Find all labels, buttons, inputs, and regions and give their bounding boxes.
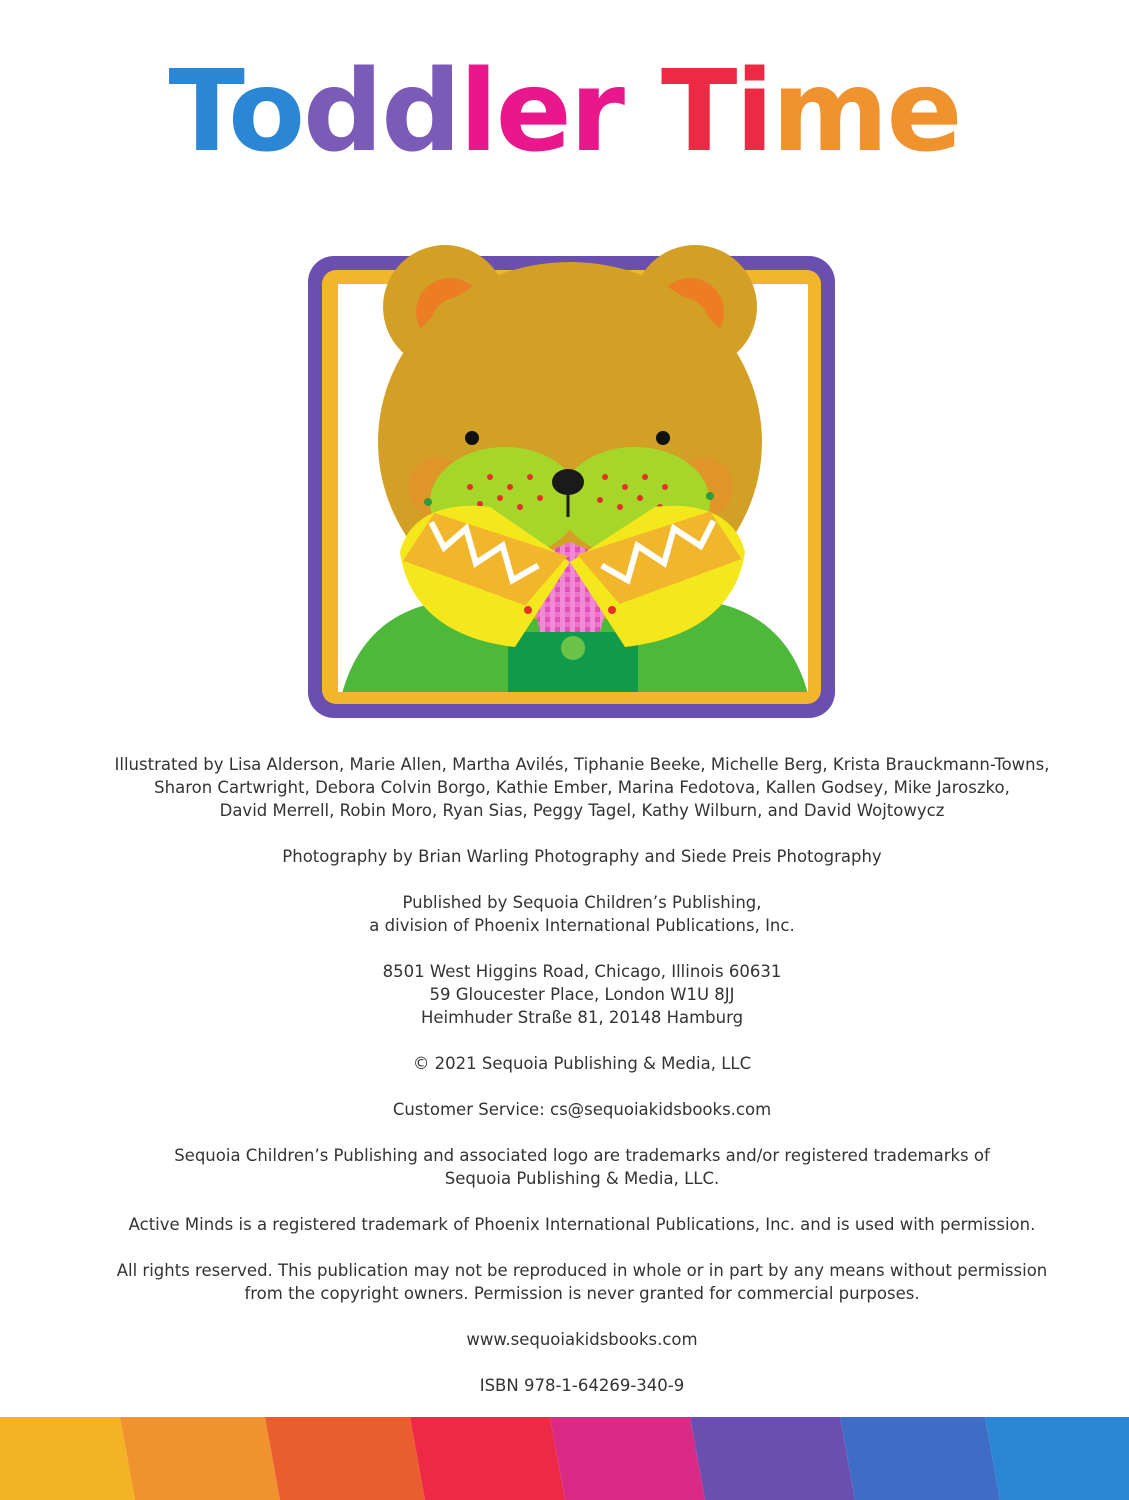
stripe	[985, 1417, 1129, 1500]
title-letter: o	[228, 47, 304, 177]
credit-line: from the copyright owners. Permission is never granted for commercial purposes.	[244, 1284, 920, 1303]
publisher-addresses	[60, 960, 1104, 1029]
credit-line: Illustrated by Lisa Alderson, Marie Allen, Martha Avilés, Tiphanie Beeke, Michelle Berg, Krista Brauckmann-Towns,	[114, 755, 1050, 774]
credit-line: Active Minds is a registered trademark of Phoenix International Publications, Inc. and is used with permission.	[128, 1215, 1036, 1234]
title-letter: i	[735, 47, 772, 177]
stripe	[840, 1417, 1000, 1500]
active-minds-notice	[60, 1213, 1104, 1236]
title-word-time	[660, 47, 961, 177]
credit-line: Customer Service: cs@sequoiakidsbooks.com	[392, 1100, 772, 1119]
stripe	[120, 1417, 280, 1500]
stripe	[550, 1417, 705, 1500]
copyright-page-text	[60, 753, 1104, 1420]
credit-line: All rights reserved. This publication may not be reproduced in whole or in part by any means without permission	[116, 1261, 1048, 1280]
title-letter: T	[660, 47, 736, 177]
title-letter: e	[886, 47, 961, 177]
credit-line: Sequoia Children’s Publishing and associated logo are trademarks and/or registered trademarks of	[174, 1146, 990, 1165]
website	[60, 1328, 1104, 1351]
title-letter: l	[459, 47, 496, 177]
credit-line: Published by Sequoia Children’s Publishing,	[402, 893, 762, 912]
credit-line: Sequoia Publishing & Media, LLC.	[444, 1169, 720, 1188]
rights-notice	[60, 1259, 1104, 1305]
stripe	[690, 1417, 855, 1500]
credit-line: ISBN 978-1-64269-340-9	[479, 1376, 685, 1395]
eye-left	[465, 431, 479, 445]
credit-line: Sharon Cartwright, Debora Colvin Borgo, Kathie Ember, Marina Fedotova, Kallen Godsey, Mike Jaroszko,	[154, 778, 1010, 797]
credit-line: www.sequoiakidsbooks.com	[466, 1330, 698, 1349]
stripe	[0, 1417, 135, 1500]
title-letter: e	[495, 47, 570, 177]
publisher-info	[60, 891, 1104, 937]
title-letter: d	[303, 47, 382, 177]
address-line: 59 Gloucester Place, London W1U 8JJ	[429, 985, 735, 1004]
credit-line: a division of Phoenix International Publications, Inc.	[369, 916, 795, 935]
title-word-toddler	[168, 47, 623, 177]
trademark-notice	[60, 1144, 1104, 1190]
photography-credit	[60, 845, 1104, 868]
bear-illustration	[300, 232, 845, 722]
credit-line: © 2021 Sequoia Publishing & Media, LLC	[412, 1054, 752, 1073]
customer-service	[60, 1098, 1104, 1121]
title-letter: m	[771, 47, 887, 177]
credit-line: Photography by Brian Warling Photography and Siede Preis Photography	[282, 847, 882, 866]
bear-nose	[552, 469, 584, 495]
credit-line: David Merrell, Robin Moro, Ryan Sias, Peggy Tagel, Kathy Wilburn, and David Wojtowycz	[219, 801, 945, 820]
address-line: Heimhuder Straße 81, 20148 Hamburg	[420, 1008, 744, 1027]
stripe	[410, 1417, 565, 1500]
illustrator-credits	[60, 753, 1104, 822]
stripe	[265, 1417, 425, 1500]
title-letter: r	[569, 47, 623, 177]
copyright-notice	[60, 1052, 1104, 1075]
rainbow-stripe-band	[0, 1417, 1129, 1500]
title-letter: T	[168, 47, 229, 177]
eye-right	[656, 431, 670, 445]
book-title	[0, 47, 1129, 177]
title-letter: d	[381, 47, 460, 177]
isbn	[60, 1374, 1104, 1397]
address-line: 8501 West Higgins Road, Chicago, Illinois 60631	[382, 962, 782, 981]
